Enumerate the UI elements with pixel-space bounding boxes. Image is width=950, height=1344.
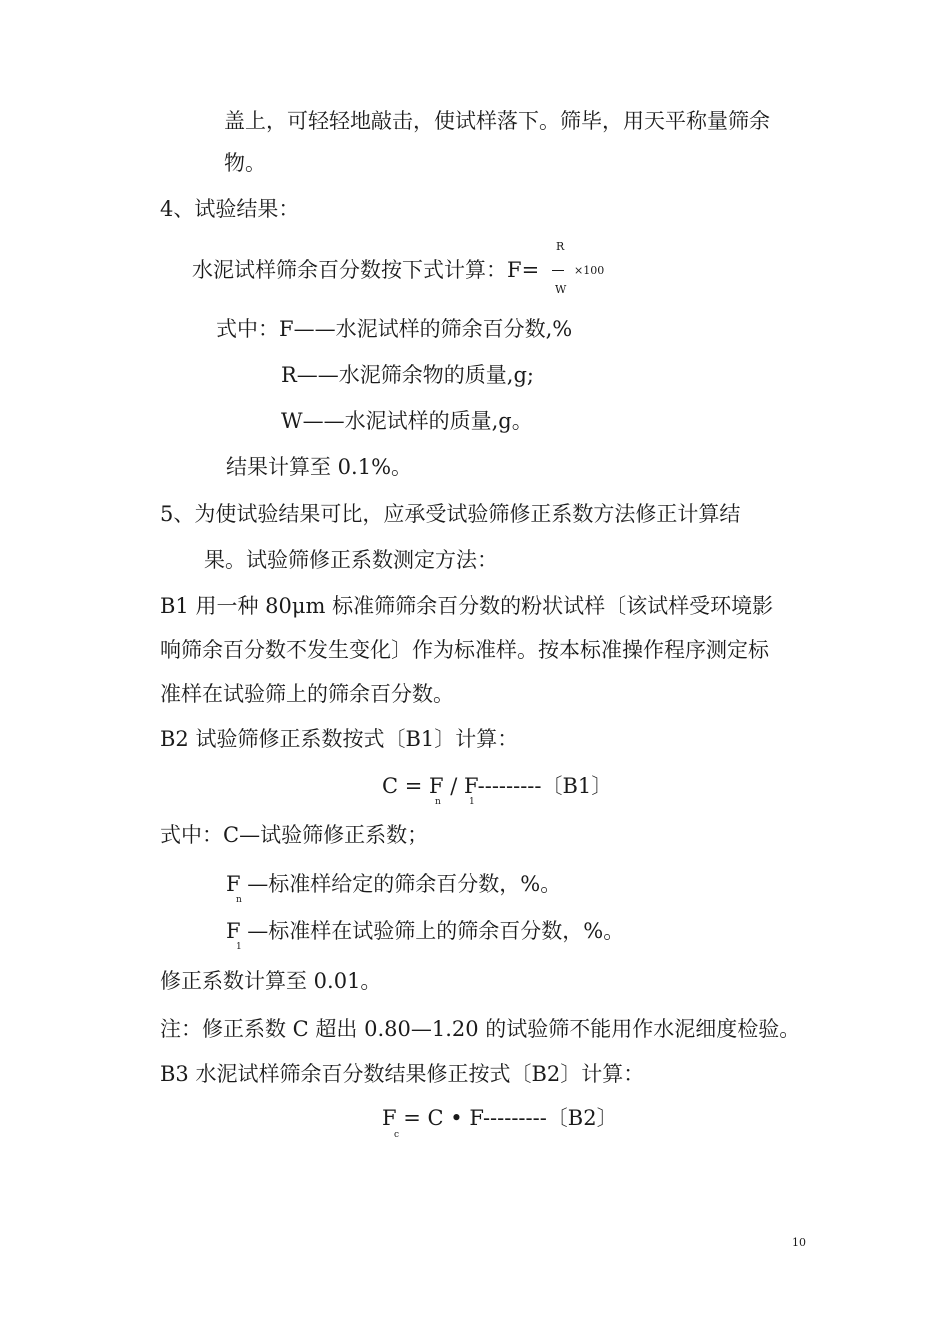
paragraph-b3: B3 水泥试样筛余百分数结果修正按式〔B2〕计算：	[160, 1062, 645, 1086]
definition-c: 式中：C—试验筛修正系数；	[160, 823, 429, 847]
coefficient-precision: 修正系数计算至 0.01。	[160, 969, 382, 993]
fraction-denominator: W	[555, 283, 567, 296]
fraction-numerator: R	[556, 240, 565, 253]
formula-b2-subscript-c: c	[394, 1130, 400, 1140]
definition-f: 式中：F——水泥试样的筛余百分数,%	[216, 317, 573, 341]
text-line-1: 盖上，可轻轻地敲击，使试样落下。筛毕，用天平称量筛余	[224, 109, 770, 133]
text-line-2: 物。	[224, 151, 266, 175]
paragraph-b2: B2 试验筛修正系数按式〔B1〕计算：	[160, 727, 519, 751]
section-heading-4: 4、试验结果：	[160, 197, 300, 221]
paragraph-b1-line-2: 响筛余百分数不发生变化〕作为标准样。按本标准操作程序测定标	[160, 638, 769, 662]
definition-f1-subscript: 1	[236, 942, 242, 952]
definition-r: R——水泥筛余物的质量,g;	[281, 363, 535, 387]
page-number: 10	[792, 1236, 806, 1249]
paragraph-b1-line-1: B1 用一种 80μm 标准筛筛余百分数的粉状试样〔该试样受环境影	[160, 594, 774, 618]
fraction-bar	[552, 270, 564, 271]
note-line: 注：修正系数 C 超出 0.80—1.20 的试验筛不能用作水泥细度检验。	[160, 1017, 801, 1041]
fraction-multiplier: ×100	[574, 264, 605, 277]
section-heading-5: 5、为使试验结果可比，应承受试验筛修正系数方法修正计算结	[160, 502, 741, 526]
formula-b1-subscript-1: 1	[469, 797, 475, 807]
formula-b1-subscript-n: n	[435, 797, 441, 807]
definition-w: W——水泥试样的质量,g。	[281, 409, 533, 433]
formula-intro-line: 水泥试样筛余百分数按下式计算：F=	[192, 258, 540, 282]
text-line-10: 果。试验筛修正系数测定方法：	[204, 548, 498, 572]
formula-b1: C = F / F---------〔B1〕	[382, 774, 613, 798]
definition-fn-subscript: n	[236, 895, 242, 905]
definition-f1: F —标准样在试验筛上的筛余百分数，%。	[226, 919, 625, 943]
paragraph-b1-line-3: 准样在试验筛上的筛余百分数。	[160, 682, 454, 706]
definition-fn: F —标准样给定的筛余百分数，%。	[226, 872, 562, 896]
result-precision: 结果计算至 0.1%。	[226, 455, 413, 479]
formula-b2: F = C • F---------〔B2〕	[382, 1106, 618, 1130]
